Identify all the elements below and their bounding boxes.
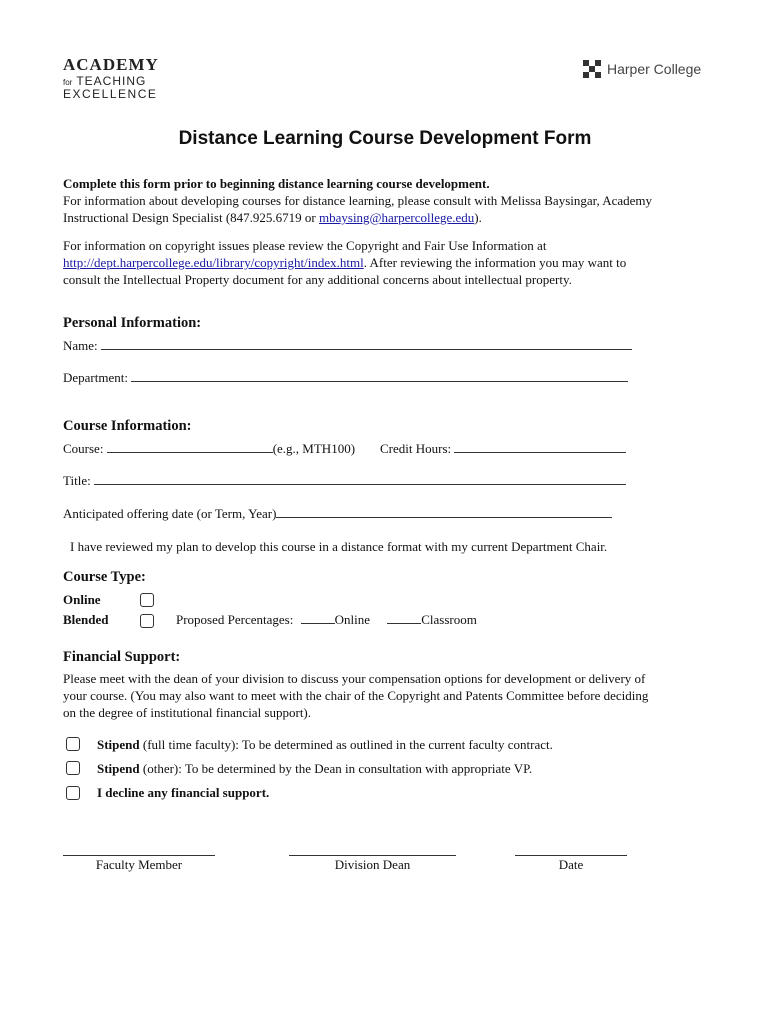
intro-bold-line: Complete this form prior to beginning distance learning course development. — [63, 176, 490, 191]
division-dean-label: Division Dean — [334, 857, 411, 872]
financial-paragraph — [63, 670, 713, 721]
department-label: Department: — [63, 370, 128, 385]
course-example: (e.g., MTH100) — [272, 441, 356, 456]
online-percent-field[interactable] — [301, 611, 335, 624]
opt1-bold: Stipend — [97, 737, 140, 752]
stipend-fulltime-checkbox[interactable] — [66, 737, 80, 751]
decline-support-option: I decline any financial support. — [97, 785, 270, 800]
credit-hours-field[interactable] — [454, 440, 626, 453]
personal-info-heading: Personal Information: — [63, 315, 202, 331]
proposed-percentages-row — [176, 611, 477, 628]
blended-label: Blended — [63, 612, 109, 627]
classroom-percent-label: Classroom — [421, 612, 477, 627]
academy-logo — [63, 56, 159, 100]
course-type-heading: Course Type: — [63, 569, 146, 585]
opt1-rest: (full time faculty): To be determined as outlined in the current faculty contract. — [139, 737, 553, 752]
faculty-member-label: Faculty Member — [95, 857, 183, 872]
financial-para-line2: your course. (You may also want to meet with the chair of the Copyright and Patents Committee before deciding — [63, 688, 649, 703]
academy-logo-line1: ACADEMY — [63, 55, 159, 74]
name-field[interactable] — [101, 337, 632, 350]
course-label: Course: — [63, 441, 104, 456]
course-row — [63, 440, 355, 457]
department-row — [63, 369, 628, 386]
classroom-percent-field[interactable] — [387, 611, 421, 624]
offering-label: Anticipated offering date (or Term, Year) — [63, 506, 277, 521]
course-title-label: Title: — [63, 473, 91, 488]
copyright-block — [63, 237, 733, 288]
harper-mark-icon — [583, 60, 601, 78]
opt2-bold: Stipend — [97, 761, 140, 776]
financial-heading: Financial Support: — [63, 649, 181, 665]
blended-checkbox[interactable] — [140, 614, 154, 628]
review-statement: I have reviewed my plan to develop this course in a distance format with my current Department Chair. — [70, 539, 608, 554]
opt2-rest: (other): To be determined by the Dean in consultation with appropriate VP. — [139, 761, 533, 776]
name-row — [63, 337, 632, 354]
offering-row — [63, 505, 612, 522]
department-field[interactable] — [131, 369, 628, 382]
decline-support-checkbox[interactable] — [66, 786, 80, 800]
online-checkbox[interactable] — [140, 593, 154, 607]
financial-para-line1: Please meet with the dean of your division to discuss your compensation options for development or delivery of — [63, 671, 646, 686]
harper-college-name: Harper College — [607, 61, 702, 77]
faculty-signature-line[interactable] — [63, 855, 215, 856]
online-label: Online — [63, 592, 101, 607]
dean-signature-line[interactable] — [289, 855, 456, 856]
intro-line3-post: ). — [474, 210, 482, 225]
course-title-field[interactable] — [94, 472, 626, 485]
proposed-label: Proposed Percentages: — [176, 612, 294, 627]
page-title: Distance Learning Course Development Form — [178, 128, 592, 149]
email-link[interactable]: mbaysing@harpercollege.edu — [319, 210, 475, 225]
course-info-heading: Course Information: — [63, 418, 192, 434]
copyright-line1: For information on copyright issues please review the Copyright and Fair Use Information at — [63, 238, 547, 253]
title-row — [63, 472, 626, 489]
copyright-url-link[interactable]: http://dept.harpercollege.edu/library/copyright/index.html — [63, 255, 364, 270]
academy-logo-line2: TEACHING — [76, 74, 147, 88]
credit-hours-row — [380, 440, 626, 457]
copyright-after: . After reviewing the information you may want to — [363, 255, 627, 270]
harper-college-logo — [583, 60, 701, 78]
academy-logo-for: for — [63, 78, 73, 87]
intro-line2: For information about developing courses for distance learning, please consult with Melissa Baysingar, Academy — [63, 193, 653, 208]
stipend-other-checkbox[interactable] — [66, 761, 80, 775]
stipend-fulltime-option — [97, 736, 553, 753]
date-signature-line[interactable] — [515, 855, 627, 856]
online-percent-label: Online — [334, 612, 370, 627]
credit-hours-label: Credit Hours: — [380, 441, 452, 456]
name-label: Name: — [63, 338, 98, 353]
intro-line3-pre: Instructional Design Specialist (847.925.6719 or — [63, 210, 319, 225]
copyright-line3: consult the Intellectual Property document for any additional concerns about intellectual property. — [63, 272, 572, 287]
course-field[interactable] — [107, 440, 273, 453]
academy-logo-line3: EXCELLENCE — [63, 87, 158, 101]
intro-block — [63, 175, 723, 226]
offering-field[interactable] — [276, 505, 612, 518]
stipend-other-option — [97, 760, 532, 777]
financial-para-line3: on the degree of institutional financial support). — [63, 705, 312, 720]
date-label: Date — [558, 857, 584, 872]
